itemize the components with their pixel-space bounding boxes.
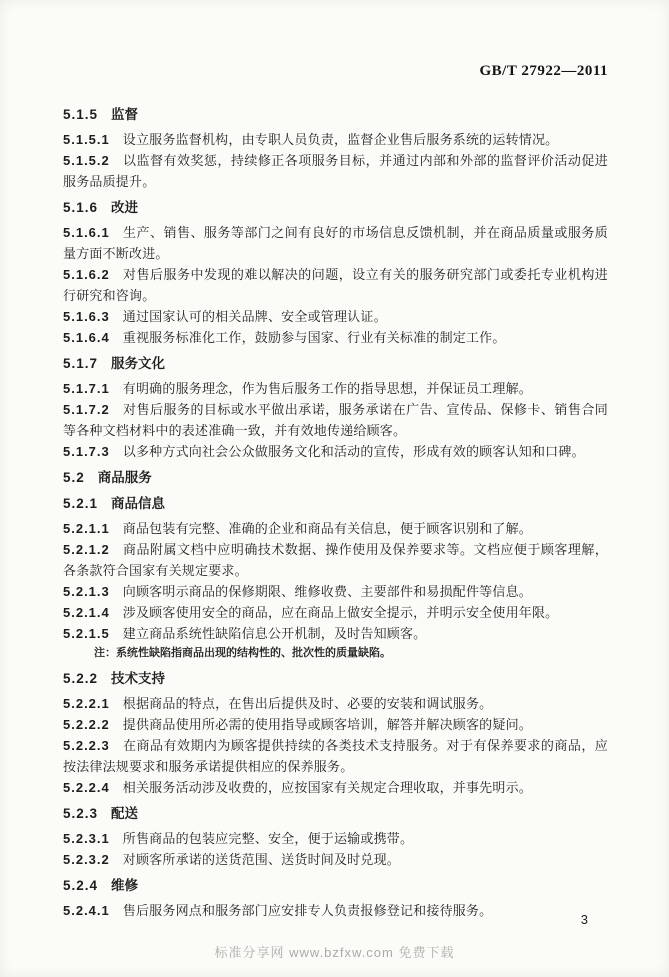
clause-text: 商品包装有完整、准确的企业和商品有关信息，便于顾客识别和了解。: [122, 521, 532, 536]
clause-heading-title: 监督: [111, 107, 139, 122]
clause-text: 提供商品使用所必需的使用指导或顾客培训，解答并解决顾客的疑问。: [122, 717, 532, 732]
clause-paragraph: [63, 777, 608, 798]
clause-number: 5.1.5.2: [63, 153, 110, 168]
clause-paragraph: [63, 693, 608, 714]
clause-heading-number: 5.2: [63, 470, 85, 485]
clause-heading: [63, 467, 608, 488]
page-number: 3: [580, 912, 588, 927]
clause-heading-title: 改进: [111, 200, 139, 215]
clause-heading-number: 5.2.2: [63, 671, 99, 686]
clause-number: 5.2.2.2: [63, 717, 110, 732]
clause-number: 5.2.1.4: [63, 605, 110, 620]
clause-number: 5.1.6.1: [63, 225, 110, 240]
clause-heading-number: 5.1.6: [63, 200, 99, 215]
clause-number: 5.2.2.1: [63, 696, 110, 711]
clause-text: 重视服务标准化工作，鼓励参与国家、行业有关标准的制定工作。: [122, 330, 506, 345]
clause-number: 5.2.3.2: [63, 852, 110, 867]
watermark-text: 标准分享网 www.bzfxw.com 免费下载: [214, 945, 455, 960]
standard-code: GB/T 27922—2011: [479, 63, 608, 79]
clause-heading: [63, 803, 608, 824]
clause-paragraph: [63, 581, 608, 602]
note-label: 注：: [94, 647, 116, 659]
clause-text: 通过国家认可的相关品牌、安全或管理认证。: [122, 309, 387, 324]
clause-number: 5.2.1.1: [63, 521, 110, 536]
clause-paragraph: [63, 327, 608, 348]
clause-heading: [63, 493, 608, 514]
clause-heading-title: 商品服务: [97, 470, 152, 485]
clause-number: 5.1.5.1: [63, 132, 110, 147]
clause-text: 根据商品的特点，在售出后提供及时、必要的安装和调试服务。: [122, 696, 493, 711]
clause-paragraph: [63, 602, 608, 623]
clause-paragraph: [63, 129, 608, 150]
clause-paragraph: [63, 714, 608, 735]
clause-heading: [63, 353, 608, 374]
clause-paragraph: [63, 306, 608, 327]
clause-paragraph: [63, 378, 608, 399]
clause-note: [63, 644, 608, 663]
clause-number: 5.2.1.2: [63, 542, 110, 557]
clause-number: 5.1.7.1: [63, 381, 110, 396]
clause-number: 5.2.3.1: [63, 831, 110, 846]
clause-text: 向顾客明示商品的保修期限、维修收费、主要部件和易损配件等信息。: [122, 584, 532, 599]
clause-text: 相关服务活动涉及收费的，应按国家有关规定合理收取，并事先明示。: [122, 780, 532, 795]
clause-heading-number: 5.1.5: [63, 107, 99, 122]
clause-heading-title: 维修: [111, 878, 139, 893]
clause-paragraph: [63, 222, 608, 264]
clause-heading: [63, 197, 608, 218]
clause-number: 5.1.6.4: [63, 330, 110, 345]
clause-text: 对售后服务中发现的难以解决的问题，设立有关的服务研究部门或委托专业机构进行研究和咨询。: [63, 267, 608, 303]
clause-paragraph: [63, 623, 608, 644]
clause-number: 5.2.4.1: [63, 903, 110, 918]
clause-paragraph: [63, 399, 608, 441]
clause-text: 涉及顾客使用安全的商品，应在商品上做安全提示，并明示安全使用年限。: [122, 605, 559, 620]
clause-number: 5.1.7.3: [63, 444, 110, 459]
clause-paragraph: [63, 735, 608, 777]
clause-paragraph: [63, 441, 608, 462]
note-text: 系统性缺陷指商品出现的结构性的、批次性的质量缺陷。: [116, 647, 391, 659]
clause-paragraph: [63, 828, 608, 849]
clause-text: 售后服务网点和服务部门应安排专人负责报修登记和接待服务。: [122, 903, 493, 918]
clause-text: 商品附属文档中应明确技术数据、操作使用及保养要求等。文档应便于顾客理解，各条款符合国家有关规定要求。: [63, 542, 608, 578]
clause-text: 对售后服务的目标或水平做出承诺，服务承诺在广告、宣传品、保修卡、销售合同等各种文档材料中的表述准确一致，并有效地传递给顾客。: [63, 402, 608, 438]
clause-text: 对顾客所承诺的送货范围、送货时间及时兑现。: [122, 852, 400, 867]
clause-paragraph: [63, 518, 608, 539]
clause-heading-title: 服务文化: [111, 356, 166, 371]
clause-number: 5.2.1.3: [63, 584, 110, 599]
clause-heading: [63, 668, 608, 689]
clause-text: 设立服务监督机构，由专职人员负责，监督企业售后服务系统的运转情况。: [122, 132, 559, 147]
clause-number: 5.2.2.3: [63, 738, 110, 753]
clause-heading-number: 5.1.7: [63, 356, 99, 371]
clause-text: 有明确的服务理念，作为售后服务工作的指导思想，并保证员工理解。: [122, 381, 532, 396]
clause-heading-number: 5.2.1: [63, 496, 99, 511]
clause-heading-title: 技术支持: [111, 671, 166, 686]
clause-number: 5.1.6.3: [63, 309, 110, 324]
document-body: [63, 104, 608, 921]
clause-heading: [63, 104, 608, 125]
clause-text: 生产、销售、服务等部门之间有良好的市场信息反馈机制，并在商品质量或服务质量方面不断改进。: [63, 225, 608, 261]
clause-text: 建立商品系统性缺陷信息公开机制，及时告知顾客。: [122, 626, 427, 641]
clause-heading-number: 5.2.4: [63, 878, 99, 893]
clause-heading-title: 配送: [111, 806, 139, 821]
clause-text: 所售商品的包装应完整、安全，便于运输或携带。: [122, 831, 414, 846]
clause-paragraph: [63, 849, 608, 870]
clause-text: 在商品有效期内为顾客提供持续的各类技术支持服务。对于有保养要求的商品，应按法律法规要求和服务承诺提供相应的保养服务。: [63, 738, 608, 774]
clause-number: 5.2.2.4: [63, 780, 110, 795]
clause-number: 5.1.7.2: [63, 402, 110, 417]
clause-paragraph: [63, 264, 608, 306]
clause-heading-number: 5.2.3: [63, 806, 99, 821]
clause-number: 5.2.1.5: [63, 626, 110, 641]
clause-text: 以多种方式向社会公众做服务文化和活动的宣传，形成有效的顾客认知和口碑。: [122, 444, 585, 459]
clause-text: 以监督有效奖惩，持续修正各项服务目标，并通过内部和外部的监督评价活动促进服务品质提升。: [63, 153, 608, 189]
clause-paragraph: [63, 539, 608, 581]
document-header: [63, 62, 608, 80]
clause-paragraph: [63, 900, 608, 921]
clause-number: 5.1.6.2: [63, 267, 110, 282]
clause-paragraph: [63, 150, 608, 192]
clause-heading-title: 商品信息: [111, 496, 166, 511]
clause-heading: [63, 875, 608, 896]
